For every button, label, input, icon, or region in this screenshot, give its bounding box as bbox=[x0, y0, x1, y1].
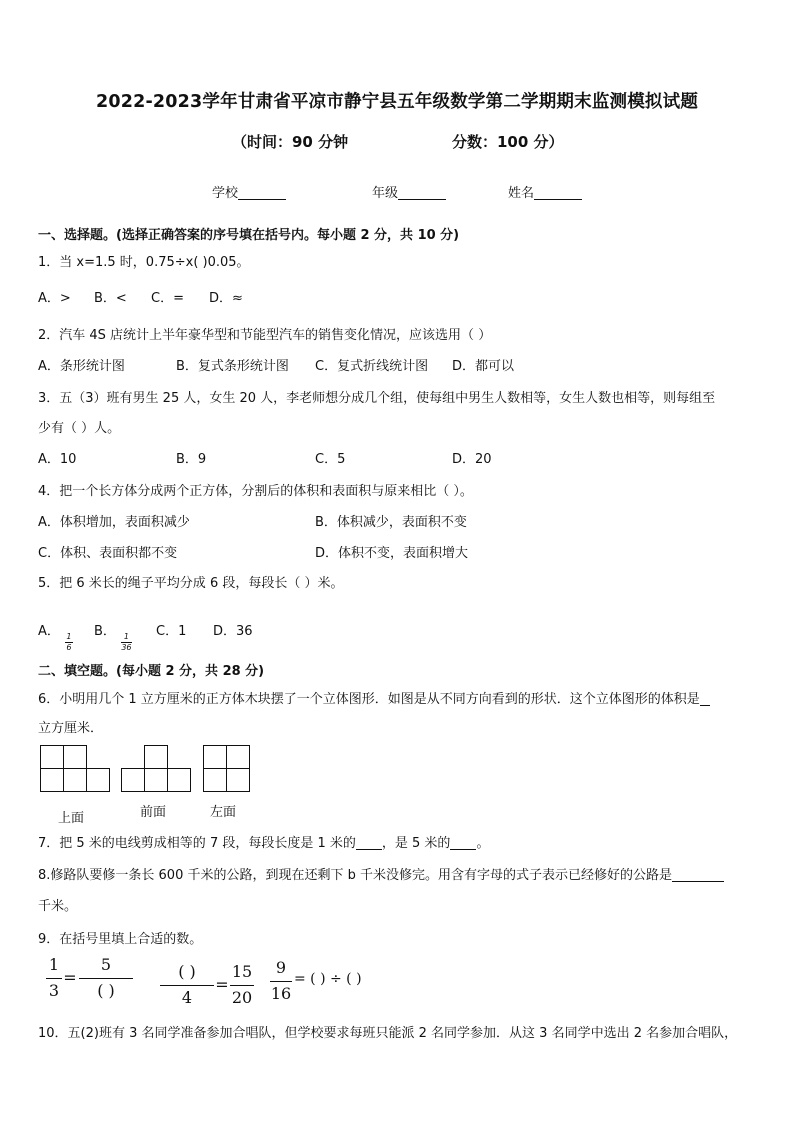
exam-time: （时间：90 分钟 bbox=[232, 133, 349, 151]
q8-answer-blank bbox=[672, 868, 724, 882]
q2-option-a: A．条形统计图 bbox=[38, 359, 125, 374]
equals-sign: = bbox=[215, 975, 229, 994]
q7-text bbox=[38, 832, 489, 851]
q9-fraction-3 bbox=[270, 958, 440, 1008]
grid-cell bbox=[86, 768, 110, 792]
fraction-numerator: 5 bbox=[100, 955, 112, 974]
q7-text-part1: 7．把 5 米的电线剪成相等的 7 段，每段长度是 1 米的 bbox=[38, 836, 356, 851]
fraction-denominator: 36 bbox=[121, 643, 132, 652]
fraction-denominator: 20 bbox=[231, 988, 253, 1007]
q8-text: 8.修路队要修一条长 600 千米的公路，到现在还剩下 b 千米没修完。用含有字母的式子表示已经修好的公路是 bbox=[38, 868, 672, 883]
q2-option-d: D．都可以 bbox=[452, 359, 515, 374]
grade-field bbox=[372, 182, 446, 201]
q2-option-c: C．复式折线统计图 bbox=[315, 359, 429, 374]
grid-cell bbox=[40, 768, 64, 792]
fraction-numerator: 1 bbox=[123, 632, 129, 641]
q4-option-c: C．体积、表面积都不变 bbox=[38, 546, 178, 561]
q6-text: 6．小明用几个 1 立方厘米的正方体木块摆了一个立体图形．如图是从不同方向看到的形状．这个立体图形的体积是 bbox=[38, 692, 700, 707]
section1-heading: 一、选择题。(选择正确答案的序号填在括号内。每小题 2 分，共 10 分) bbox=[38, 228, 460, 243]
q1-option-b: B．< bbox=[94, 291, 127, 306]
q3-option-d: D．20 bbox=[452, 452, 492, 467]
q5-option-a-fraction bbox=[65, 633, 73, 652]
q3-text-line1: 3．五（3）班有男生 25 人，女生 20 人，李老师想分成几个组，使每组中男生人数相等，女生人数也相等，则每组至 bbox=[38, 391, 716, 406]
school-blank bbox=[238, 186, 286, 200]
grid-cell bbox=[40, 745, 64, 769]
q5-option-b bbox=[94, 620, 132, 652]
q4-option-d: D．体积不变，表面积增大 bbox=[315, 546, 469, 561]
q1-option-c: C．= bbox=[151, 291, 184, 306]
fraction-denominator: 6 bbox=[66, 643, 72, 652]
fraction-numerator: 1 bbox=[66, 632, 72, 641]
grid-cell bbox=[226, 745, 250, 769]
exam-title: 2022-2023学年甘肃省平凉市静宁县五年级数学第二学期期末监测模拟试题 bbox=[95, 92, 699, 112]
q6-text-line2: 立方厘米． bbox=[38, 721, 104, 736]
q5-option-c: C．1 bbox=[156, 624, 187, 639]
grid-cell bbox=[203, 768, 227, 792]
section2-heading: 二、填空题。(每小题 2 分，共 28 分) bbox=[38, 664, 265, 679]
grid-cell bbox=[167, 768, 191, 792]
q4-option-b: B．体积减少，表面积不变 bbox=[315, 515, 467, 530]
grid-cell bbox=[144, 768, 168, 792]
q5-option-b-label: B． bbox=[94, 624, 116, 639]
grid-cell bbox=[144, 745, 168, 769]
q1-text: 1．当 x=1.5 时，0.75÷x( )0.05。 bbox=[38, 255, 250, 270]
name-label: 姓名 bbox=[508, 186, 535, 201]
fraction-bar bbox=[230, 985, 254, 986]
grid-cell bbox=[63, 768, 87, 792]
q5-option-a-label: A． bbox=[38, 624, 60, 639]
division-expression: = ( ) ÷ ( ) bbox=[294, 971, 362, 987]
left-view-label: 左面 bbox=[210, 805, 237, 820]
q9-fraction-1 bbox=[46, 955, 146, 1005]
q7-text-part3: 。 bbox=[476, 836, 490, 851]
fraction-denominator: ( ) bbox=[97, 981, 115, 1000]
fraction-numerator: 1 bbox=[48, 955, 60, 974]
q3-option-c: C．5 bbox=[315, 452, 346, 467]
grade-blank bbox=[398, 186, 446, 200]
fraction-bar bbox=[79, 978, 133, 979]
q9-text: 9．在括号里填上合适的数。 bbox=[38, 932, 203, 947]
q1-option-a: A．> bbox=[38, 291, 71, 306]
q9-fraction-2 bbox=[160, 962, 270, 1012]
exam-score: 分数：100 分） bbox=[452, 133, 564, 151]
fraction-denominator: 16 bbox=[270, 984, 292, 1003]
q3-text-line2: 少有（ ）人。 bbox=[38, 421, 121, 436]
q5-option-b-fraction bbox=[121, 633, 132, 652]
q6-text-line1 bbox=[38, 688, 710, 707]
school-label: 学校 bbox=[212, 186, 239, 201]
name-blank bbox=[534, 186, 582, 200]
q6-answer-blank bbox=[700, 692, 710, 706]
q7-blank-2 bbox=[450, 836, 476, 850]
fraction-denominator: 3 bbox=[48, 981, 60, 1000]
q4-option-a: A．体积增加，表面积减少 bbox=[38, 515, 190, 530]
q7-blank-1 bbox=[356, 836, 382, 850]
q8-text-line2: 千米。 bbox=[38, 899, 78, 914]
grid-cell bbox=[121, 768, 145, 792]
q5-option-a bbox=[38, 620, 73, 652]
q3-option-b: B．9 bbox=[176, 452, 207, 467]
q10-text: 10．五(2)班有 3 名同学准备参加合唱队，但学校要求每班只能派 2 名同学参加．从这 3 名同学中选出 2 名参加合唱队， bbox=[38, 1026, 738, 1041]
q2-text: 2．汽车 4S 店统计上半年豪华型和节能型汽车的销售变化情况，应该选用（ ） bbox=[38, 328, 492, 343]
name-field bbox=[508, 182, 582, 201]
q4-text: 4．把一个长方体分成两个正方体，分割后的体积和表面积与原来相比（ ）。 bbox=[38, 484, 473, 499]
top-view-label: 上面 bbox=[58, 811, 85, 826]
school-field bbox=[212, 182, 286, 201]
q5-text: 5．把 6 米长的绳子平均分成 6 段，每段长（ ）米。 bbox=[38, 576, 344, 591]
fraction-bar bbox=[160, 985, 214, 986]
q7-text-part2: ，是 5 米的 bbox=[381, 836, 451, 851]
grid-cell bbox=[203, 745, 227, 769]
grade-label: 年级 bbox=[372, 186, 399, 201]
q3-option-a: A．10 bbox=[38, 452, 77, 467]
fraction-bar bbox=[46, 978, 62, 979]
fraction-numerator: 15 bbox=[231, 962, 253, 981]
grid-cell bbox=[226, 768, 250, 792]
q2-option-b: B．复式条形统计图 bbox=[176, 359, 289, 374]
fraction-numerator: 9 bbox=[275, 958, 287, 977]
grid-cell bbox=[63, 745, 87, 769]
q1-option-d: D．≈ bbox=[209, 291, 243, 306]
fraction-numerator: ( ) bbox=[178, 962, 196, 981]
q8-text-line1 bbox=[38, 864, 724, 883]
equals-sign: = bbox=[63, 968, 77, 987]
q5-option-d: D．36 bbox=[213, 624, 253, 639]
fraction-bar bbox=[270, 981, 292, 982]
front-view-label: 前面 bbox=[140, 805, 167, 820]
fraction-denominator: 4 bbox=[181, 988, 193, 1007]
